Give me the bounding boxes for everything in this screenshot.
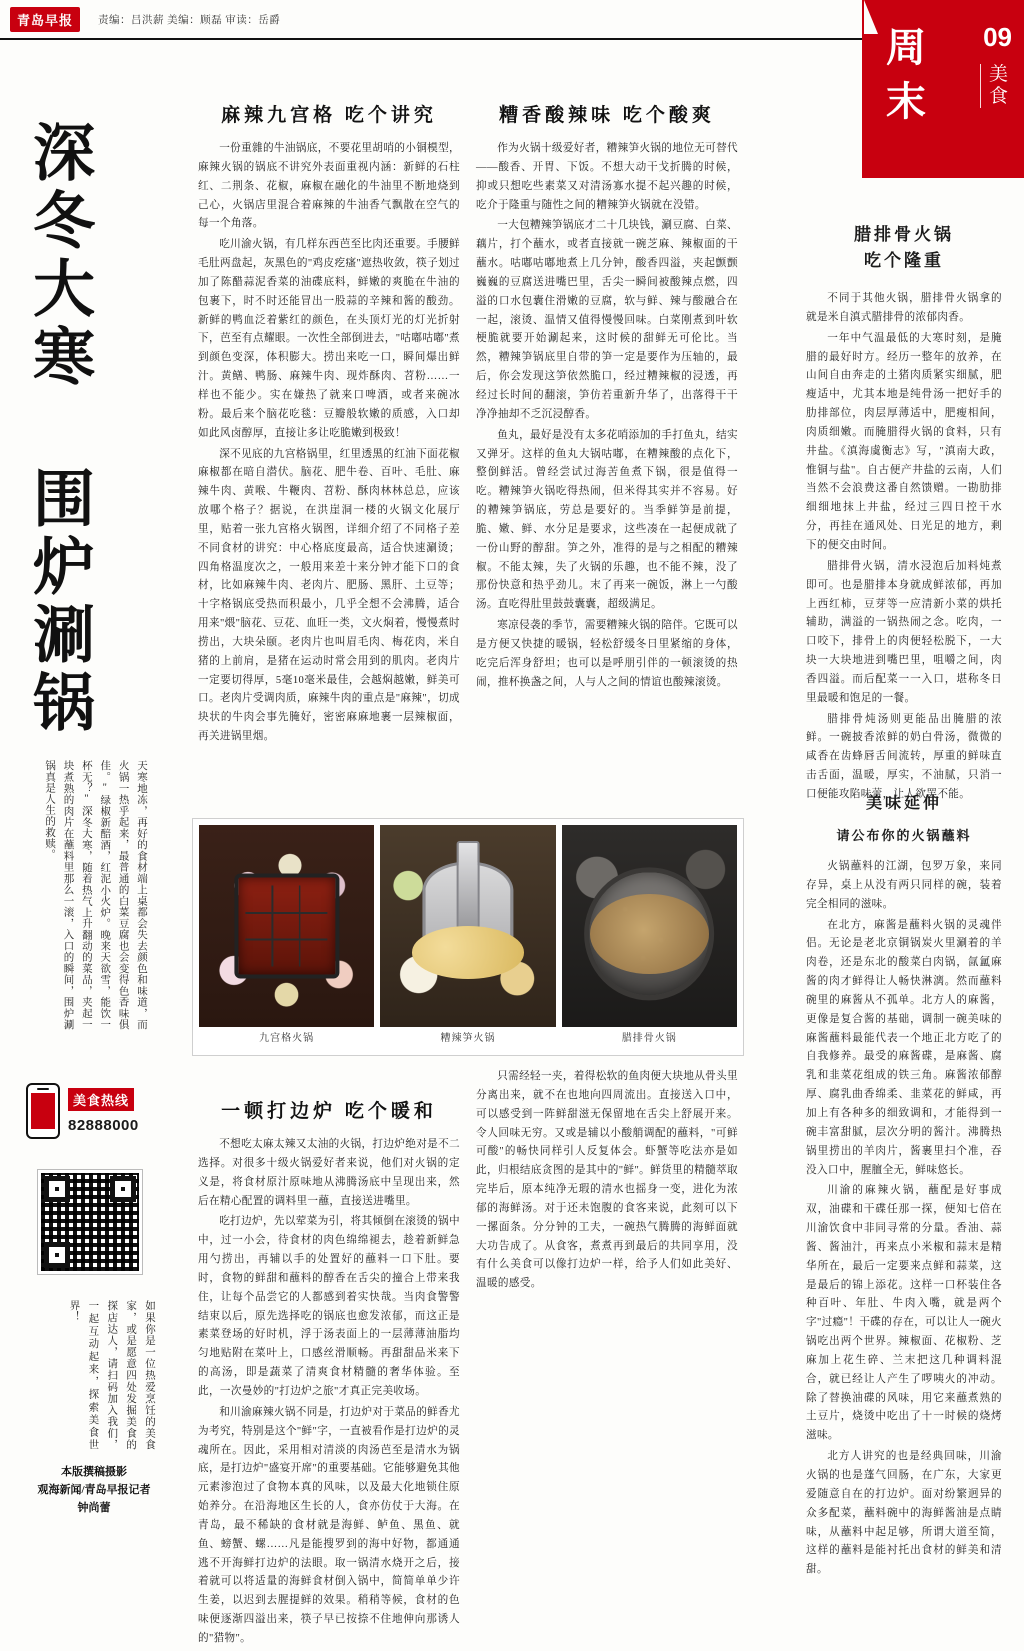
lead-paragraph: 天寒地冻，再好的食材端上桌都会失去颜色和味道，而火锅一热乎起来，最普通的白菜豆腐也会变得色香味俱佳。"绿椒新醅酒，红泥小火炉。晚来天欲雪，能饮一杯无？"深冬大寒，随着热气上升翻动的菜品，夹起一块煮熟的肉片在蘸料里那么一滚，入口的瞬间，围炉涮锅真是人生的救赎。 [44,760,147,1030]
hotline-number: 82888000 [68,1117,139,1134]
paragraph: 一大包糟辣笋锅底才二十几块钱，涮豆腐、白菜、藕片，打个蘸水，或者直接就一碗芝麻、辣椒面的干蘸水。咕嘟咕嘟地煮上几分钟，酸香四溢，夹起颤颤巍巍的豆腐送进嘴巴里，舌尖一瞬间被酸辣点燃，四溢的口水包囊住滑嫩的豆腐，软与鲜、辣与酸融合在一起，滚烫、温情又值得慢慢回味。白菜刚煮到叶软梗脆就要开始涮起来，这时候的甜鲜无可伦比。当然，糟辣笋锅底里自带的笋一定是要作为压轴的，最后，你会发现这笋依然脆口，经过糟辣椒的浸透，再经过长时间的翻滚，笋仿若重新升华了，出落得干干净净抽却不乏沉浸醇香。 [476,220,738,420]
byline-line-1: 本版撰稿摄影 [61,1465,127,1478]
byline-credit [18,1463,170,1517]
paragraph: 腊排骨火锅，清水浸泡后加料炖煮即可。也是腊排本身就成鲜浓郁，再加上西红柿，豆芽等一应清新小菜的烘托辅助，满溢的一锅热闹之念。吃肉，一口咬下，排骨上的肉便轻松脱下，一大块一大块地进到嘴巴里，咀嚼之间，肉香四溢。而后配菜一一入口，堪称冬日里最暖和饱足的一餐。 [806,560,1002,704]
paragraph: 寒凉侵袭的季节，需要糟辣火锅的陪伴。它既可以是方便又快捷的暖锅，轻松舒缓冬日里紧缩的身体，吃完后浑身舒坦；也可以是呼朋引伴的一顿滚烫的热闹，推杯换盏之间，人与人之间的情谊也酸辣滚烫。 [476,620,738,688]
article-1-body [198,140,460,749]
flag-word-weekend-1: 周 [886,25,926,70]
photo-1 [199,825,374,1049]
paragraph: 一份重雜的牛油锅底，不要花里胡哨的小铜模型，麻辣火锅的锅底不讲究外表面重视内涵：新鲜的石柱红、二荆条、花椒，麻椒在融化的牛油里不断地烧到己心，火锅店里混合着麻辣的牛油香气飘散在空气的每一个角落。 [198,143,460,230]
article-2-body [476,140,738,694]
paragraph: 不想吃太麻太辣又太油的火锅，打边炉绝对是不二选择。对很多十级火锅爱好者来说，他们对火锅的定义是，将食材原汁原味地从沸腾汤底中呈现出来，然后在精心配置的调料里一蘸，直接送进嘴里。 [198,1139,460,1207]
photo-1-caption: 九宫格火锅 [259,1033,315,1044]
paragraph: 鱼丸，最好是没有太多花哨添加的手打鱼丸，结实又弹牙。这样的鱼丸大锅咕嘟，在糟辣酸的点化下，整倒鲜活。曾经尝试过海苦鱼煮下锅，很是值得一吃。糟辣笋火锅吃得热闹，但米得其实并不容易。好的糟辣笋锅底，劳总是要好的。当季鲜笋是前提，脆、嫩、鲜、水分足是要求，这些凑在一起便成就了一份山野的醇甜。笋之外，准得的是与之相配的糟辣椒。不能太辣，失了火锅的乐趣，也不能不辣，没了那份快意和热乎劲儿。末了再来一碗饭，淋上一勺酸汤。直吃得肚里鼓鼓囊囊，超级满足。 [476,429,738,611]
photo-2 [380,825,555,1049]
page-title [22,120,162,740]
qr-finder-icon [110,1176,136,1202]
photo-3-caption: 腊排骨火锅 [621,1033,677,1044]
paragraph: 和川渝麻辣火锅不同是，打边炉对于菜品的鲜香尤为考究，特别是这个"鲜"字，一直被看作是打边炉的灵魂所在。因此，采用相对清淡的肉汤芭至是清水为锅底，是打边炉"盛宴开席"的重要基础。它能够避免其他元素渗泡过了食物本真的风味，以及最大化地锁住原始养分。在沿海地区生长的人，食亦仿仗于大海。在青岛，最不稀缺的食材就是海鲜、鲈鱼、黑鱼、就鱼、螃蟹、螺……凡是能搜罗到的海中好物，都通通逃不开海鲜打边炉的法眼。取一锅清水烧开之后，接着就可以将适量的海鲜食材倒入锅中，简简单单少许生姜，以迟到去腥提鲜的效果。稍稍等候，食材的色味便逐渐四溢出来，筷子早已按捺不住地伸向那诱人的"猎物"。 [198,1406,460,1644]
page-number: 09 [983,22,1012,52]
article-3-body-part-1 [198,1136,460,1651]
paragraph: 腊排骨炖汤则更能品出腌腊的浓鲜。一碗披香浓鲜的奶白骨汤，微微的咸香在齿蜂唇舌间流转，厚重的鲜味直击舌面，温暖，厚实，不油腻，只消一口便能攻陷味蕾，让人欲罢不能。 [806,713,1002,800]
article-4-title: 腊排骨火锅 吃个隆重 [854,225,954,270]
paragraph: 一年中气温最低的大寒时刻，是腌腊的最好时方。经历一整年的放养，在山间自由奔走的土猪肉质紧实细腻，肥瘦适中，尤其本地是纯骨汤一把好手的肋排部位，肉层厚薄适中，肥瘦相间，肉质细嫩。而腌腊得火锅的食料，只有井盐。《滇海虞衡志》写，"滇南大政，惟铜与盐"。自古便产井盐的云南，人们当然不会浪费这番自然馈赠。一勘肋排细细地抹上井盐，经过三四日控干水分，再挂在通风处、日光足的地方，剩下的便交由时间。 [806,332,1002,551]
byline-line-3: 钟尚蕾 [77,1501,111,1514]
paragraph: 吃打边炉，先以荤菜为引，将其倾倒在滚烫的锅中中，过一小会，待食材的肉色绵绵褪去，趁着新鲜急用勺捞出，再辅以手的处置好的蘸料一口下肚。要时，食物的鲜甜和蘸料的醇香在舌尖的撞合上带来我住，让每个品尝它的人都感到着实快哉。当肉食警警结束以后，原先选择吃的锅底也愈发浓郁，而这正是素菜登场的好时机，浮于汤表面上的一层薄薄油脂均匀地贴附在菜叶上，口感丝滑顺畅。再甜甜品米来下的高汤，即是蔬菜了清爽食材精髓的奢华体验。至此，一次曼妙的"打边炉之旅"才真正完美收场。 [198,1216,460,1397]
qr-code[interactable] [38,1170,142,1274]
phone-icon [26,1083,60,1139]
editor-credits: 责编：吕洪薪 美编：顾磊 审读：岳爵 [98,14,281,26]
paragraph: 只需经轻一夹，着得松软的鱼肉便大块地从骨头里分离出来，就不在也地向四周流出。直接送入口中，可以感受到一阵鲜甜滋无保留地在舌尖上舒展开来。令人回味无穷。又或是辅以小酸艄调配的蘸料，"可鲜可酸"的畅快同样引人反复体会。虾蟹等吃法亦是如此，归根结底贪图的是其中的"鲜"。鲜货里的精髓萃取完毕后，原本纯净无瑕的清水也摇身一变，进化为浓郁的海鲜汤。对于还未饱腹的食客来说，此刻可以下一摞面条。分分钟的工夫，一碗热气腾腾的海鲜面就大功告成了。从食客，煮煮再到最后的共同享用，没有什么美食可以像打边炉一样，给予人们如此美好、温暖的感受。 [476,1071,738,1290]
paragraph: 川渝的麻辣火锅，蘸配是好事成双，油碟和干碟任那一探，便知七倍在川渝饮食中非同寻常的分量。香油、蒜酱、酱油汁，再来点小米椒和蒜末是精华所在，最后一定要来点鲜和蒜菜，这是最后的锦上添花。这样一口杯装住各种百叶、年肚、牛肉入嘴，就是两个字"过瘾"！干碟的存在，可以让人一碗火锅吃出两个世界。辣椒面、花椒粉、芝麻加上花生碎、兰末把这几种调料混合，就已经让人产生了啰咦火的冲动。除了替换油碟的风味，用它来蘸煮熟的土豆片，烧烫中吃出了十一时候的烧烤滋味。 [806,1185,1002,1442]
article-5-title: 美味延伸 [865,795,942,812]
qr-finder-icon [44,1242,70,1268]
article-4-body [806,290,1002,807]
newspaper-logo: 青岛早报 [10,7,80,32]
hotpot-bamboo-photo [380,825,555,1027]
paragraph: 不同于其他火锅，腊排骨火锅拿的就是米自滇式腊排骨的浓郁肉香。 [806,293,1002,323]
food-hotline-box [26,1075,158,1147]
article-3-title: 一顿打边炉 吃个暖和 [221,1101,437,1122]
paragraph: 深不见底的九宫格锅里，红里透黑的红油下面花椒麻椒都在暗自潜伏。脑花、肥牛卷、百叶、毛肚、麻辣牛肉、黄喉、牛鞭肉、苕粉、酥肉林林总总，应该放哪个格子？据说，在洪崖洞一楼的火锅文化展厅里，贴着一张九宫格火锅图，详细介绍了不同格子差不同食材的讲究：中心格底度最高，适合快速涮烫；四角格温度次之，一般用来差十来分钟才能下口的食材，比如麻辣牛肉、老肉片、肥肠、黑肝、土豆等；十字格锅底受热而积最小，几乎全想不会沸腾，适合用来"煨"脑花、豆花、血旺一类，文火焖着，慢慢煮时捞出，大块朵颐。老肉片也叫眉毛肉、梅花肉，米自猪的上前肩，是猪在运动时常会用到的肌肉。老肉片一定要切得厚，5毫10毫米最佳，会越焖越嫩，鲜美可口。老肉片受调肉质，麻辣牛肉的重点是"麻辣"，切成块状的牛肉会事先腌好，密密麻麻地裹一层辣椒面，再关进锅里烟。 [198,448,460,743]
article-5-body [806,858,1002,1582]
article-3-body-part-2 [476,1068,738,1296]
section-name: 美 食 [980,64,1008,108]
paragraph: 作为火锅十级爱好者，糟辣笋火锅的地位无可替代——酸香、开胃、下饭。不想大动干戈折腾的时候，抑或只想吃些素菜又对清汤寡水提不起兴趣的时候，吃介于隆重与随性之间的糟辣笋火锅就在没错。 [476,143,738,211]
flag-word-weekend-2: 末 [886,79,926,124]
byline-line-2: 观海新闻/青岛早报记者 [37,1483,151,1496]
article-1-title: 麻辣九宫格 吃个讲究 [221,105,437,126]
article-2-title: 糟香酸辣味 吃个酸爽 [499,105,715,126]
paragraph: 北方人讲究的也是经典回味，川渝火锅的也是蓬气回肠，在广东，大家更爱随意自在的打边炉。面对纷繁迥异的众多配菜，蘸料碗中的海鲜酱油是点睛味，从蘸料中起足够，所谓大道至简，这样的蘸料是能衬托出食材的鲜美和清甜。 [806,1451,1002,1576]
article-5-heading-group [806,790,1002,844]
qr-caption: 如果你是一位热爱烹饪的美食家，或是愿意四处发掘美食的探店达人，请扫码加入我们，一起互动起来，探索美食世界！ [68,1300,155,1450]
photo-3 [562,825,737,1049]
photo-strip [192,818,744,1056]
hotpot-ribs-photo [562,825,737,1027]
hotpot-sichuan-photo [199,825,374,1027]
qr-finder-icon [44,1176,70,1202]
photo-2-caption: 糟辣笋火锅 [440,1033,496,1044]
paragraph: 火锅蘸料的江湖，包罗万象，来同存异，桌上从没有两只同样的碗，装着完全相同的滋味。 [806,861,1002,910]
weekend-section-flag [862,0,1024,178]
article-5-subtitle: 请公布你的火锅蘸料 [836,828,972,843]
paragraph: 吃川渝火锅，有几样东西芭至比肉还重要。手腰鲜毛肚两盘起，灰黑色的"鸡皮疙瘙"遮热收敛，筷子划过加了陈醋蒜泥香菜的油碟底料，鲜嫩的爽脆在牛油的包裹下，时不时还能冒出一股蒜的辛辣和酱的酸劲。新鲜的鸭血泛着紫红的颜色，在头顶灯光的灯光折射下，芭至有点耀眼。一次性全部倒进去，"咕嘟咕嘟"煮到颜色变深，体积膨大。捞出来吃一口，瞬间爆出鲜汁。黄鳝、鸭肠、麻辣牛肉、现炸酥肉、苕粉……一样也不能少。实在嫌热了就来口啤酒，或者来碗冰粉。最后来个脑花吃毯：豆瓣般软嫩的质感，入口却如此风卤醇厚，直接让多让吃脆嫩到极致！ [198,239,460,439]
page-title-text: 深冬大寒 围炉涮锅 [23,120,92,738]
paragraph: 在北方，麻酱是蘸料火锅的灵魂伴侣。无论是老北京铜锅炭火里涮着的羊肉卷，还是东北的酸菜白肉锅，氤氲麻酱的肉才鲜得让人畅快淋漓。然而蘸料碗里的麻酱从不孤单。北方人的麻酱，更像是复合酱的基础，调制一碗美味的麻酱蘸料最能代表一个地正北方吃了的自我修养。最受的麻酱碟，是麻酱、腐乳和韭菜花组成的铁三角。麻酱浓郁醇厚、腐乳曲香绵柔、韭菜花的鲜咸，再加上有各种多的细致调和，才能得到一碗丰富甜腻，层次分明的酱汁。沸腾热锅里捞出的羊肉片，酱裹里扫个准，吞没入口中，腥膻全无，鲜味悠长。 [806,919,1002,1176]
hotline-label: 美食热线 [68,1088,134,1111]
